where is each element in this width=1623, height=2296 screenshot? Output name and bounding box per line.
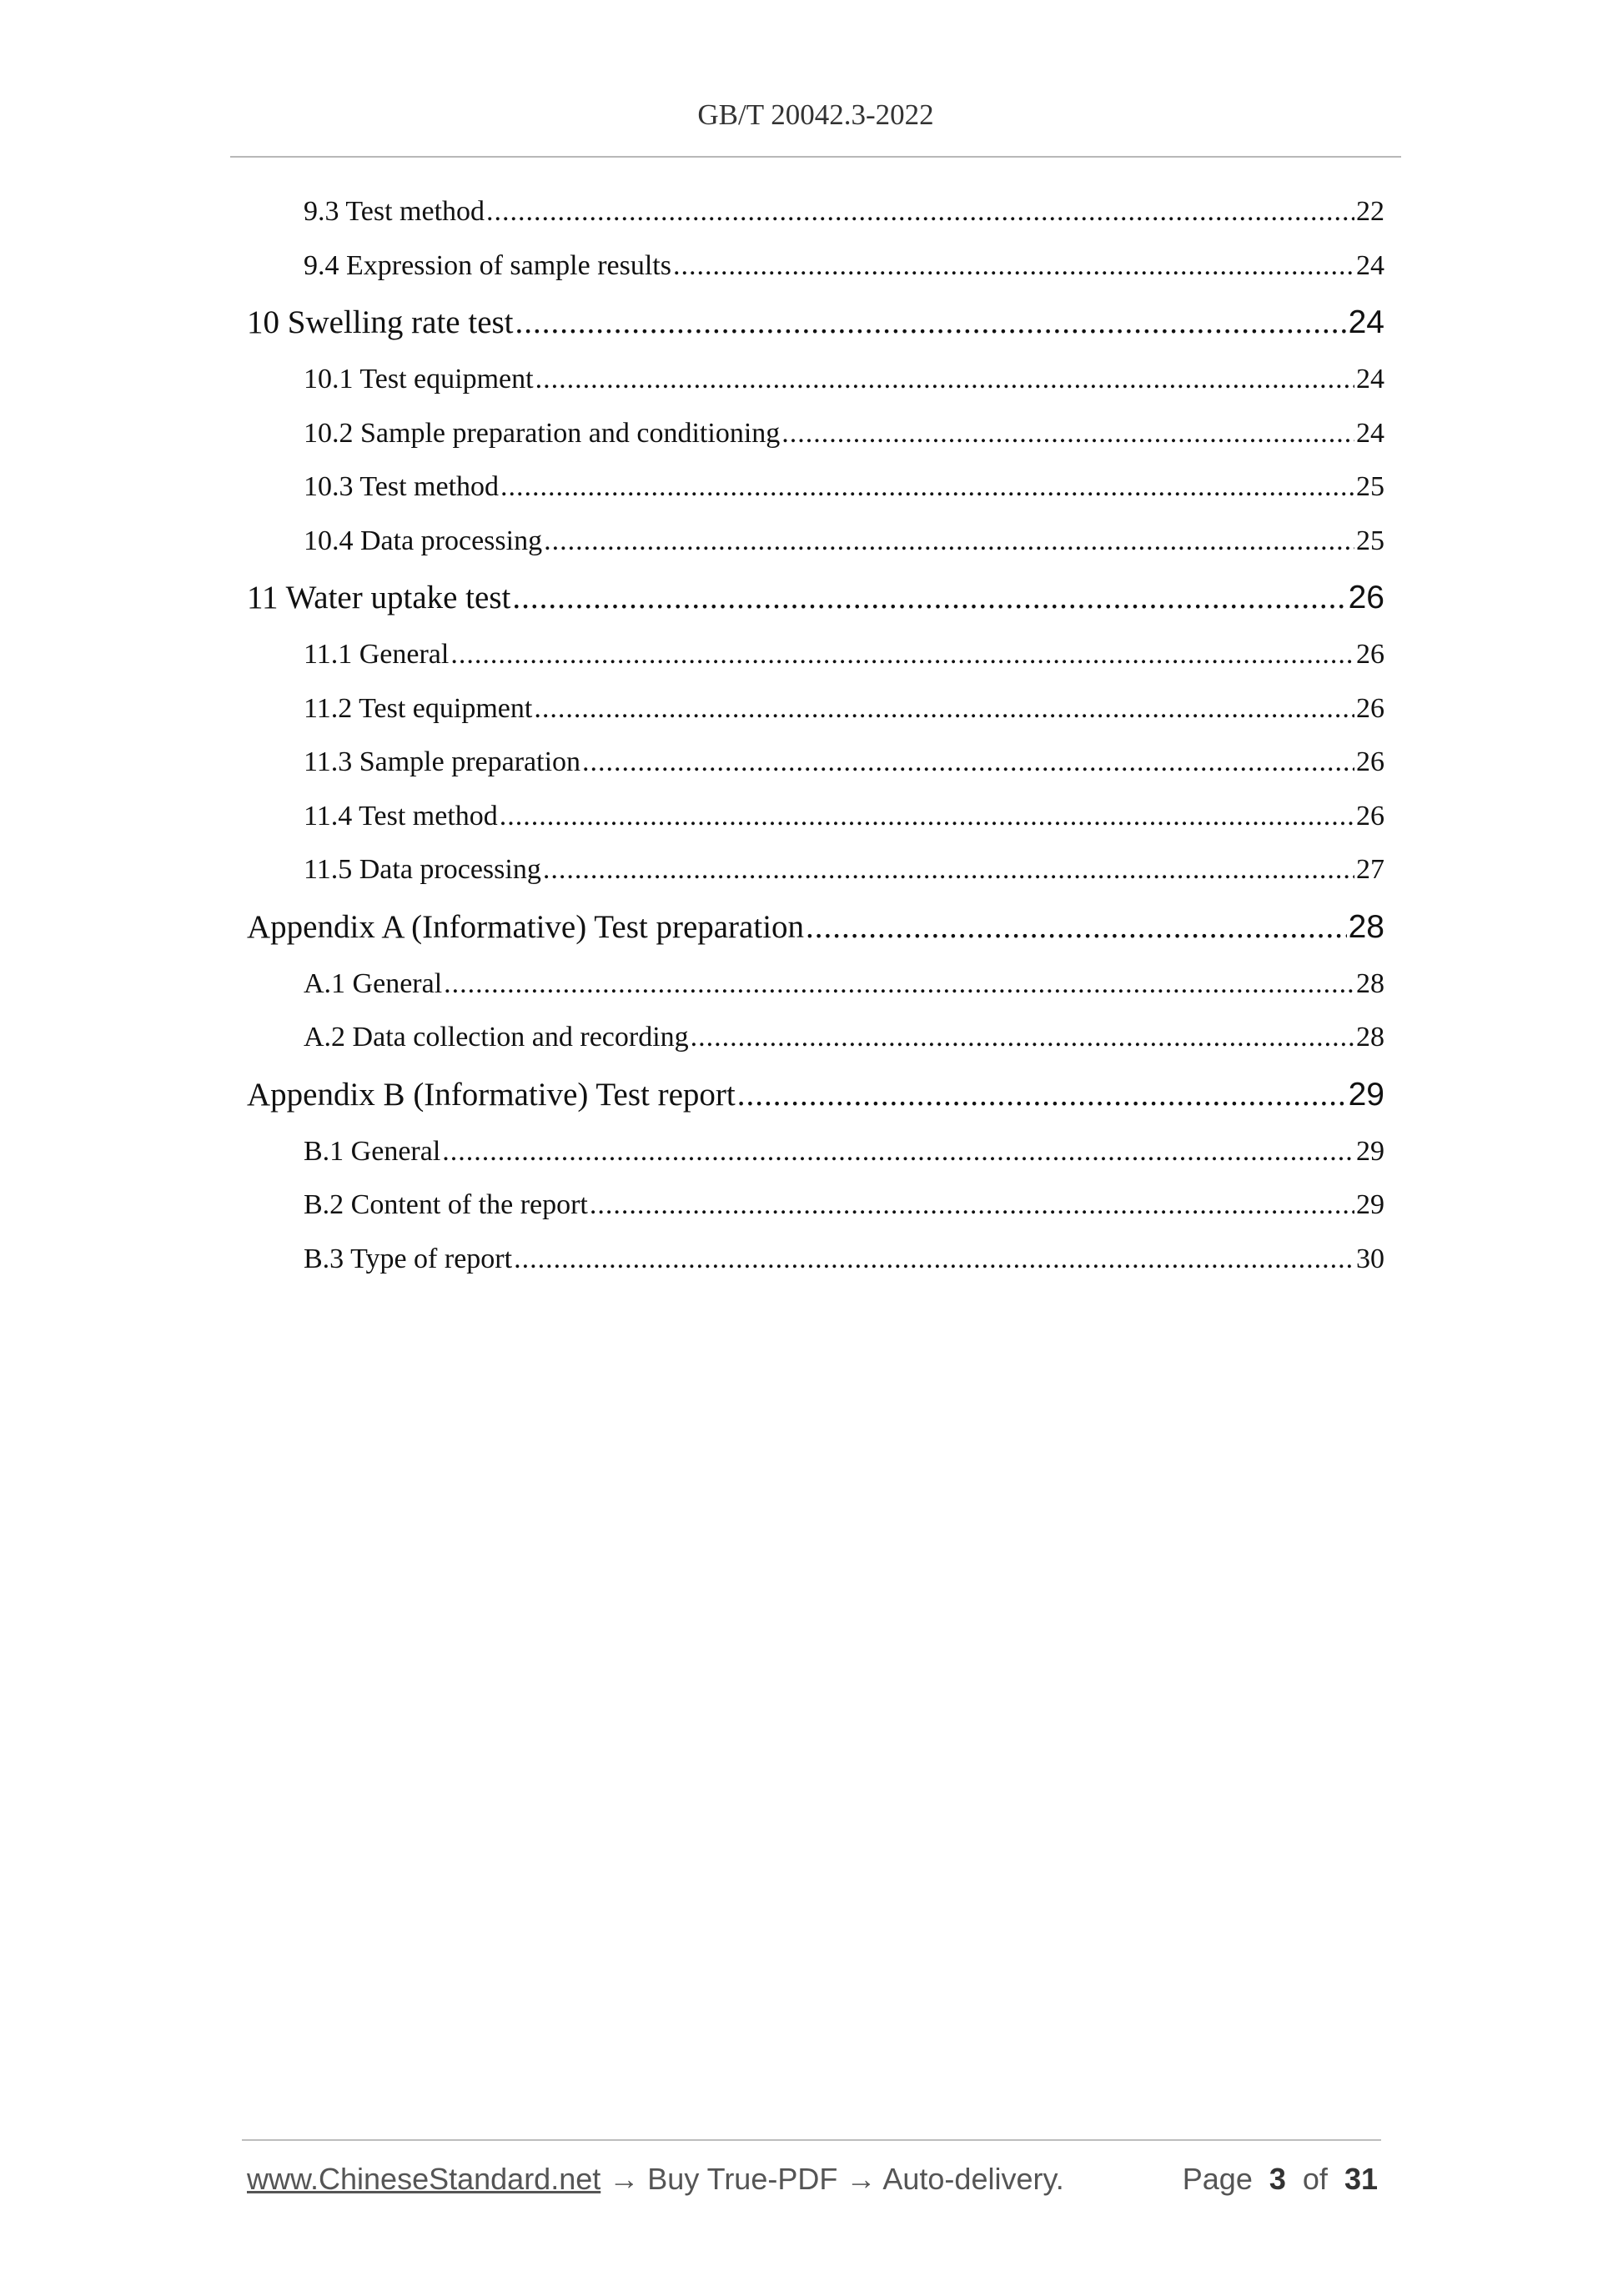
toc-entry-title: B.3 Type of report: [304, 1243, 513, 1274]
toc-entry-title: 10.4 Data processing: [304, 525, 543, 556]
buy-true-pdf-text: Buy True-PDF: [647, 2162, 838, 2196]
toc-entry-page-number: 22: [1356, 196, 1384, 227]
toc-entry[interactable]: [304, 790, 1384, 844]
toc-entry-title: 11.4 Test method: [304, 800, 498, 831]
arrow-right-icon: →: [609, 2162, 640, 2196]
toc-dot-leader: [515, 293, 1347, 353]
toc-entry[interactable]: [304, 515, 1384, 569]
toc-entry-title: A.1 General: [304, 967, 443, 999]
toc-dot-leader: [535, 353, 1354, 407]
toc-entry-title: 11.5 Data processing: [304, 854, 541, 885]
toc-dot-leader: [806, 897, 1347, 957]
toc-entry-title: 9.4 Expression of sample results: [304, 249, 671, 281]
toc-entry[interactable]: [304, 353, 1384, 407]
toc-entry-page-number: 28: [1356, 967, 1384, 999]
toc-entry-page-number: 26: [1356, 800, 1384, 831]
toc-entry-title: 10.2 Sample preparation and conditioning: [304, 417, 781, 449]
toc-dot-leader: [512, 568, 1346, 628]
toc-dot-leader: [737, 1065, 1347, 1125]
footer-promo: [247, 2162, 1064, 2197]
toc-dot-leader: [514, 1233, 1354, 1287]
toc-entry[interactable]: [304, 628, 1384, 682]
toc-entry-title: 11.2 Test equipment: [304, 692, 533, 724]
toc-entry-title: A.2 Data collection and recording: [304, 1022, 689, 1053]
toc-entry-title: 10.3 Test method: [304, 471, 500, 502]
toc-entry-page-number: 24: [1356, 364, 1384, 394]
toc-entry-page-number: 26: [1348, 580, 1384, 615]
total-page-number: 31: [1344, 2162, 1378, 2196]
toc-entry[interactable]: [304, 460, 1384, 515]
toc-entry-title: B.2 Content of the report: [304, 1189, 588, 1220]
toc-entry[interactable]: [304, 736, 1384, 790]
toc-entry-page-number: 28: [1356, 1022, 1384, 1053]
toc-entry-page-number: 30: [1356, 1243, 1384, 1274]
toc-entry[interactable]: [304, 682, 1384, 736]
toc-entry-page-number: 26: [1356, 692, 1384, 724]
page-label: Page: [1182, 2162, 1253, 2196]
auto-delivery-text: Auto-delivery.: [882, 2162, 1064, 2196]
toc-dot-leader: [691, 1011, 1354, 1065]
toc-dot-leader: [442, 1125, 1354, 1179]
toc-entry[interactable]: [304, 239, 1384, 294]
toc-dot-leader: [486, 185, 1354, 239]
toc-entry-title: 11.1 General: [304, 639, 450, 670]
toc-entry[interactable]: [304, 185, 1384, 239]
toc-entry[interactable]: [304, 1125, 1384, 1179]
toc-entry-title: B.1 General: [304, 1135, 441, 1167]
toc-entry-title: 10 Swelling rate test: [247, 304, 514, 340]
chinesestandard-link[interactable]: www.ChineseStandard.net: [247, 2162, 601, 2196]
toc-dot-leader: [781, 407, 1354, 461]
toc-entry-title: 10.1 Test equipment: [304, 364, 534, 394]
toc-dot-leader: [450, 628, 1354, 682]
toc-entry[interactable]: [247, 568, 1384, 628]
toc-entry-page-number: 27: [1356, 854, 1384, 885]
arrow-right-icon: →: [846, 2162, 877, 2196]
toc-entry-page-number: 26: [1356, 639, 1384, 670]
toc-entry-title: 9.3 Test method: [304, 196, 485, 227]
toc-dot-leader: [543, 843, 1354, 897]
toc-entry[interactable]: [304, 1178, 1384, 1233]
page-footer: [247, 2158, 1378, 2200]
table-of-contents: [247, 185, 1384, 1286]
toc-entry[interactable]: [247, 897, 1384, 957]
toc-entry[interactable]: [304, 843, 1384, 897]
toc-entry-title: 11 Water uptake test: [247, 580, 511, 615]
toc-entry-title: Appendix B (Informative) Test report: [247, 1076, 736, 1113]
toc-entry-page-number: 24: [1356, 417, 1384, 449]
toc-entry-page-number: 26: [1356, 746, 1384, 777]
page-of-label: of: [1302, 2162, 1328, 2196]
toc-entry-page-number: 29: [1356, 1189, 1384, 1220]
toc-dot-leader: [444, 957, 1354, 1012]
toc-entry[interactable]: [304, 957, 1384, 1012]
page-indicator: [1183, 2162, 1378, 2197]
toc-entry[interactable]: [247, 1065, 1384, 1125]
toc-entry-page-number: 29: [1356, 1135, 1384, 1167]
toc-entry-page-number: 28: [1348, 908, 1384, 945]
toc-entry-page-number: 25: [1356, 471, 1384, 502]
toc-dot-leader: [673, 239, 1354, 294]
toc-entry-page-number: 29: [1348, 1076, 1384, 1113]
header-divider: [230, 156, 1401, 158]
footer-divider: [242, 2139, 1381, 2141]
toc-dot-leader: [500, 790, 1354, 844]
toc-entry[interactable]: [247, 293, 1384, 353]
toc-entry[interactable]: [304, 1011, 1384, 1065]
toc-entry-page-number: 24: [1356, 249, 1384, 281]
toc-entry-title: Appendix A (Informative) Test preparation: [247, 908, 805, 945]
toc-entry-page-number: 24: [1348, 304, 1384, 340]
toc-dot-leader: [544, 515, 1354, 569]
toc-entry-title: 11.3 Sample preparation: [304, 746, 581, 777]
current-page-number: 3: [1269, 2162, 1286, 2196]
toc-entry-page-number: 25: [1356, 525, 1384, 556]
document-header: GB/T 20042.3-2022: [697, 98, 934, 131]
toc-dot-leader: [500, 460, 1354, 515]
toc-entry[interactable]: [304, 1233, 1384, 1287]
toc-entry[interactable]: [304, 407, 1384, 461]
toc-dot-leader: [590, 1178, 1354, 1233]
toc-dot-leader: [534, 682, 1354, 736]
toc-dot-leader: [582, 736, 1354, 790]
